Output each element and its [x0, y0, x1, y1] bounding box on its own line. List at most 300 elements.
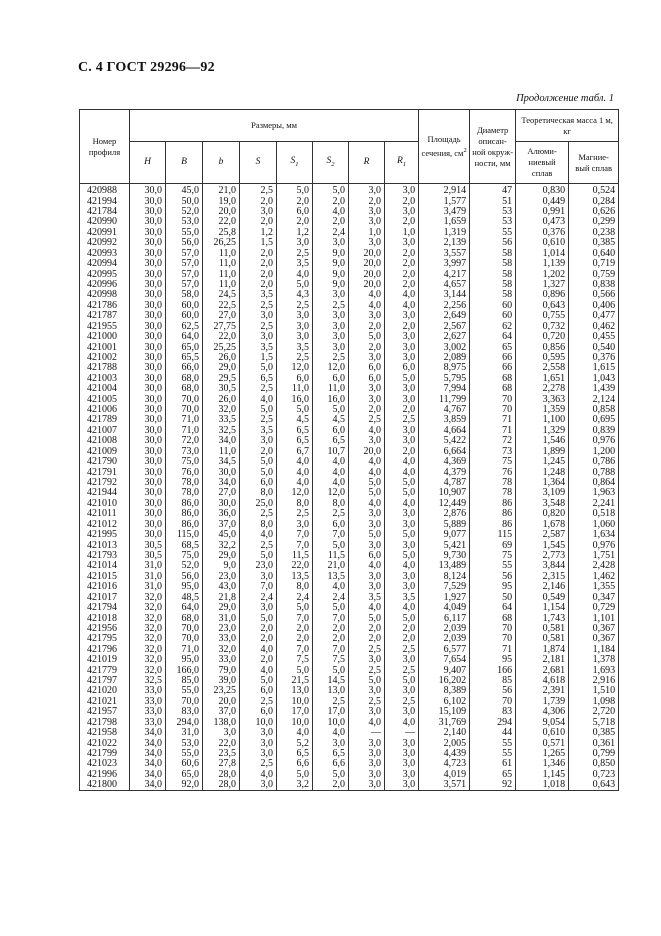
profile-number-cell: 421015 [80, 572, 130, 582]
table-cell: 72 [470, 436, 516, 446]
profile-number-cell: 421795 [80, 634, 130, 644]
table-cell: 28,0 [203, 770, 240, 780]
profile-number-cell: 421944 [80, 488, 130, 498]
table-cell: 3,5 [240, 342, 277, 352]
profile-number-cell: 421017 [80, 592, 130, 602]
profile-number-cell: 421789 [80, 415, 130, 425]
table-cell: 6,0 [385, 363, 419, 373]
table-cell: 1,678 [516, 520, 569, 530]
table-cell: 0,361 [569, 738, 619, 748]
table-cell: 13,5 [313, 572, 349, 582]
table-cell: 30,0 [130, 394, 166, 404]
table-cell: 21,5 [277, 676, 313, 686]
table-cell: 2,5 [313, 353, 349, 363]
table-cell: 68,0 [166, 613, 203, 623]
table-cell: 3,0 [277, 520, 313, 530]
table-cell: 0,284 [569, 196, 619, 206]
table-cell: 294 [470, 718, 516, 728]
table-cell: 4,306 [516, 707, 569, 717]
table-cell: 31,0 [130, 561, 166, 571]
header-magnesium: Магние- вый сплав [569, 142, 619, 184]
page-header: С. 4 ГОСТ 29296—92 [78, 60, 215, 75]
table-cell: 29,0 [203, 363, 240, 373]
table-cell: 5,0 [349, 530, 385, 540]
table-cell: 4,0 [277, 457, 313, 467]
table-cell: 4,0 [385, 290, 419, 300]
table-cell: 5,0 [313, 540, 349, 550]
table-cell: 0,640 [569, 249, 619, 259]
table-cell: 0,595 [516, 353, 569, 363]
header-R1-sub: 1 [402, 160, 407, 168]
table-cell: 2,124 [569, 394, 619, 404]
table-cell: 24,5 [203, 290, 240, 300]
table-cell: 3,0 [277, 321, 313, 331]
table-cell: 70,0 [166, 697, 203, 707]
table-cell: 5,0 [349, 332, 385, 342]
table-cell: 2,0 [240, 634, 277, 644]
table-cell: 1,615 [569, 363, 619, 373]
table-cell: 75,0 [166, 551, 203, 561]
table-cell: 3,0 [313, 342, 349, 352]
table-cell: 23,25 [203, 686, 240, 696]
table-cell: 2,140 [419, 728, 470, 738]
table-cell: 53,0 [166, 217, 203, 227]
table-cell: 68 [470, 374, 516, 384]
table-cell: 30,0 [130, 488, 166, 498]
table-cell: 2,0 [349, 342, 385, 352]
table-cell: 2,567 [419, 321, 470, 331]
table-cell: 55 [470, 749, 516, 759]
table-cell: 7,654 [419, 655, 470, 665]
table-cell: 3,0 [385, 311, 419, 321]
table-cell: 2,0 [240, 217, 277, 227]
table-cell: 70,0 [166, 405, 203, 415]
table-cell: 6,6 [313, 759, 349, 769]
table-cell: 68 [470, 613, 516, 623]
table-cell: 32,5 [203, 426, 240, 436]
table-cell: 32,0 [130, 634, 166, 644]
table-cell: 115,0 [166, 530, 203, 540]
table-cell: 71,0 [166, 415, 203, 425]
profile-number-cell: 421796 [80, 645, 130, 655]
table-cell: 2,5 [385, 415, 419, 425]
table-cell: 2,0 [240, 447, 277, 457]
table-cell: 8,0 [277, 582, 313, 592]
profile-number-cell: 421011 [80, 509, 130, 519]
table-cell: 3,0 [349, 540, 385, 550]
table-cell: 27,0 [203, 311, 240, 321]
table-cell: 34,0 [130, 749, 166, 759]
table-cell: 39,0 [203, 676, 240, 686]
table-cell: 9,0 [313, 259, 349, 269]
table-cell: 70 [470, 697, 516, 707]
table-cell: 1,439 [569, 384, 619, 394]
table-cell: 0,455 [569, 332, 619, 342]
table-cell: 0,376 [569, 353, 619, 363]
table-cell: 1,510 [569, 686, 619, 696]
table-cell: 2,587 [516, 530, 569, 540]
profile-number-cell: 421995 [80, 530, 130, 540]
table-cell: 1,184 [569, 645, 619, 655]
profile-number-cell: 421793 [80, 551, 130, 561]
table-cell: 1,346 [516, 759, 569, 769]
table-cell: 14,5 [313, 676, 349, 686]
table-cell: 20,0 [349, 447, 385, 457]
table-cell: 1,743 [516, 613, 569, 623]
table-cell: 3,0 [349, 582, 385, 592]
table-cell: 5,0 [277, 280, 313, 290]
table-cell: 30,0 [130, 405, 166, 415]
table-cell: 68 [470, 384, 516, 394]
table-cell: 13,5 [277, 572, 313, 582]
table-cell: 55 [470, 228, 516, 238]
table-cell: 9,077 [419, 530, 470, 540]
table-cell: 4,369 [419, 457, 470, 467]
table-cell: 30,0 [130, 321, 166, 331]
table-cell: 0,406 [569, 301, 619, 311]
header-R: R [349, 142, 385, 184]
table-cell: 2,315 [516, 572, 569, 582]
profile-number-cell: 421022 [80, 738, 130, 748]
table-cell: 2,181 [516, 655, 569, 665]
table-cell: 4,0 [277, 728, 313, 738]
table-cell: 44 [470, 728, 516, 738]
table-cell: 3,0 [240, 572, 277, 582]
table-row [80, 655, 619, 665]
table-row [80, 728, 619, 738]
table-cell: 26,0 [203, 394, 240, 404]
table-cell: 70,0 [166, 634, 203, 644]
table-cell: 20,0 [349, 269, 385, 279]
table-cell: 55,0 [166, 686, 203, 696]
table-cell: 34,0 [130, 728, 166, 738]
table-cell: 20,0 [203, 697, 240, 707]
table-cell: 5,889 [419, 520, 470, 530]
table-cell: 66 [470, 363, 516, 373]
table-cell: 5,0 [277, 665, 313, 675]
table-cell: 0,518 [569, 509, 619, 519]
table-cell: 65 [470, 342, 516, 352]
profile-number-cell: 421007 [80, 426, 130, 436]
table-cell: 0,299 [569, 217, 619, 227]
table-cell: 3,0 [240, 780, 277, 791]
table-row [80, 259, 619, 269]
table-cell: 30,0 [130, 478, 166, 488]
table-cell: 3,0 [240, 207, 277, 217]
profile-number-cell: 421014 [80, 561, 130, 571]
table-cell: 37,0 [203, 520, 240, 530]
table-cell: 72,0 [166, 436, 203, 446]
table-cell: 3,0 [277, 238, 313, 248]
table-cell: 5,0 [349, 478, 385, 488]
table-cell: 2,0 [240, 196, 277, 206]
header-B: B [166, 142, 203, 184]
table-cell: 5,0 [313, 405, 349, 415]
table-cell: 34,0 [203, 436, 240, 446]
table-cell: 5,0 [240, 551, 277, 561]
table-cell: 3,0 [385, 342, 419, 352]
table-cell: 4,0 [349, 457, 385, 467]
table-cell: 7,5 [277, 655, 313, 665]
table-cell: 62,5 [166, 321, 203, 331]
table-cell: 50,0 [166, 196, 203, 206]
table-cell: 3,5 [240, 426, 277, 436]
table-cell: 53 [470, 207, 516, 217]
table-cell: 5,0 [277, 603, 313, 613]
table-cell: 0,610 [516, 238, 569, 248]
table-cell: 60,0 [166, 311, 203, 321]
table-cell: 53,0 [166, 738, 203, 748]
table-cell: 30,0 [130, 259, 166, 269]
table-cell: 6,0 [240, 686, 277, 696]
table-cell: 2,5 [349, 665, 385, 675]
table-cell: 45,0 [166, 184, 203, 197]
table-cell: 2,391 [516, 686, 569, 696]
header-dimensions: Размеры, мм [130, 110, 419, 142]
table-cell: 0,367 [569, 624, 619, 634]
table-cell: 70 [470, 394, 516, 404]
table-cell: 28,0 [203, 780, 240, 791]
profile-table [79, 109, 619, 791]
table-cell: 12,449 [419, 499, 470, 509]
table-cell: 3,0 [385, 426, 419, 436]
table-cell: 60,0 [166, 301, 203, 311]
table-cell: 6,5 [277, 436, 313, 446]
table-cell: 3,0 [385, 332, 419, 342]
table-cell: 2,039 [419, 624, 470, 634]
table-cell: 5,0 [349, 613, 385, 623]
table-cell: 2,039 [419, 634, 470, 644]
table-cell: 2,005 [419, 738, 470, 748]
table-cell: 8,0 [313, 499, 349, 509]
table-cell: 3,0 [385, 707, 419, 717]
table-cell: 13,0 [313, 686, 349, 696]
table-cell: 3,2 [277, 780, 313, 791]
table-cell: 4,618 [516, 676, 569, 686]
table-cell: 8,389 [419, 686, 470, 696]
table-cell: 5,0 [385, 676, 419, 686]
table-cell: 78 [470, 478, 516, 488]
table-cell: 3,0 [313, 290, 349, 300]
profile-number-cell: 421792 [80, 478, 130, 488]
table-cell: 3,0 [240, 728, 277, 738]
profile-number-cell: 421003 [80, 374, 130, 384]
table-row [80, 457, 619, 467]
table-cell: 2,5 [313, 509, 349, 519]
table-cell: 2,773 [516, 551, 569, 561]
table-cell: 6,0 [313, 374, 349, 384]
table-cell: 1,462 [569, 572, 619, 582]
table-cell: 5,0 [240, 676, 277, 686]
profile-number-cell: 420990 [80, 217, 130, 227]
profile-number-cell: 421800 [80, 780, 130, 791]
table-cell: 4,0 [349, 290, 385, 300]
table-cell: 30,0 [130, 311, 166, 321]
profile-number-cell: 421994 [80, 196, 130, 206]
table-cell: 5,718 [569, 718, 619, 728]
table-cell: 32,0 [130, 613, 166, 623]
table-cell: 4,0 [240, 394, 277, 404]
table-cell: 86 [470, 509, 516, 519]
table-cell: 56,0 [166, 238, 203, 248]
table-cell: 5,0 [313, 665, 349, 675]
table-cell: 52,0 [166, 207, 203, 217]
table-cell: 2,0 [385, 624, 419, 634]
table-cell: 5,0 [240, 613, 277, 623]
table-cell: 2,558 [516, 363, 569, 373]
table-cell: 9,0 [313, 280, 349, 290]
table-cell: 34,0 [130, 770, 166, 780]
table-cell: 68,5 [166, 540, 203, 550]
table-cell: 32,5 [130, 676, 166, 686]
header-profile-number: Номер профиля [80, 110, 130, 184]
table-cell: 8,124 [419, 572, 470, 582]
profile-number-cell: 421794 [80, 603, 130, 613]
table-cell: 0,473 [516, 217, 569, 227]
table-cell: 23,0 [203, 572, 240, 582]
table-cell: 12,0 [277, 488, 313, 498]
table-cell: 3,0 [385, 780, 419, 791]
profile-number-cell: 421798 [80, 718, 130, 728]
table-cell: 3,0 [385, 655, 419, 665]
table-cell: 2,0 [277, 196, 313, 206]
table-cell: 0,723 [569, 770, 619, 780]
table-cell: 2,0 [313, 217, 349, 227]
header-aluminum: Алюми- ниевый сплав [516, 142, 569, 184]
table-cell: 30,0 [130, 342, 166, 352]
table-cell: 2,914 [419, 184, 470, 197]
table-cell: 2,5 [385, 665, 419, 675]
table-cell: 32,0 [130, 665, 166, 675]
table-cell: 30,0 [130, 530, 166, 540]
table-cell: 0,238 [569, 228, 619, 238]
table-cell: 75 [470, 457, 516, 467]
table-cell: 0,376 [516, 228, 569, 238]
table-cell: 1,378 [569, 655, 619, 665]
table-cell: 2,0 [313, 780, 349, 791]
table-cell: 20,0 [349, 280, 385, 290]
table-cell: 2,5 [349, 415, 385, 425]
table-cell: 1,545 [516, 540, 569, 550]
table-cell: 3,0 [313, 321, 349, 331]
table-cell: 9,0 [313, 249, 349, 259]
table-cell: 10,0 [277, 697, 313, 707]
table-cell: 27,75 [203, 321, 240, 331]
table-cell: 76 [470, 467, 516, 477]
table-cell: 3,0 [277, 311, 313, 321]
table-cell: 3,0 [349, 770, 385, 780]
table-cell: 16,0 [277, 394, 313, 404]
table-cell: 0,864 [569, 478, 619, 488]
table-cell: 4,0 [240, 665, 277, 675]
table-cell: 1,693 [569, 665, 619, 675]
table-cell: 12,0 [313, 488, 349, 498]
table-cell: 30,0 [130, 332, 166, 342]
table-cell: 10,7 [313, 447, 349, 457]
table-cell: 0,566 [569, 290, 619, 300]
table-cell: 34,0 [203, 478, 240, 488]
table-cell: 0,858 [569, 405, 619, 415]
table-cell: 21,8 [203, 592, 240, 602]
table-cell: 1,043 [569, 374, 619, 384]
table-cell: 95,0 [166, 655, 203, 665]
table-cell: 30,0 [130, 280, 166, 290]
profile-number-cell: 421016 [80, 582, 130, 592]
table-cell: 30,5 [130, 540, 166, 550]
table-cell: 29,0 [203, 551, 240, 561]
table-cell: 2,0 [277, 634, 313, 644]
profile-number-cell: 421000 [80, 332, 130, 342]
table-cell: 33,0 [203, 634, 240, 644]
table-cell: 85 [470, 676, 516, 686]
table-cell: 22,5 [203, 301, 240, 311]
table-cell: 138,0 [203, 718, 240, 728]
table-cell: 30,0 [130, 374, 166, 384]
table-cell: 4,019 [419, 770, 470, 780]
table-cell: 30,0 [130, 415, 166, 425]
table-cell: 1,546 [516, 436, 569, 446]
table-cell: 83,0 [166, 707, 203, 717]
table-cell: 4,0 [349, 467, 385, 477]
profile-number-cell: 421958 [80, 728, 130, 738]
table-cell: 71 [470, 426, 516, 436]
table-row [80, 238, 619, 248]
table-cell: 92,0 [166, 780, 203, 791]
table-cell: 65 [470, 770, 516, 780]
table-cell: 5,0 [385, 488, 419, 498]
table-cell: 3,0 [385, 572, 419, 582]
table-cell: 0,755 [516, 311, 569, 321]
table-cell: 4,3 [277, 290, 313, 300]
table-cell: 6,0 [349, 363, 385, 373]
table-cell: 1,329 [516, 426, 569, 436]
table-cell: 0,838 [569, 280, 619, 290]
table-cell: 2,5 [277, 509, 313, 519]
table-cell: 6,102 [419, 697, 470, 707]
table-cell: 65,0 [166, 770, 203, 780]
table-cell: 30,0 [130, 363, 166, 373]
table-cell: 21,0 [203, 184, 240, 197]
table-cell: 33,0 [203, 655, 240, 665]
header-S2-sub: 2 [331, 160, 335, 168]
table-row [80, 634, 619, 644]
table-cell: 0,449 [516, 196, 569, 206]
table-cell: 4,049 [419, 603, 470, 613]
table-cell: 58,0 [166, 290, 203, 300]
table-cell: 60 [470, 311, 516, 321]
table-cell: 45,0 [203, 530, 240, 540]
table-cell: 7,0 [277, 645, 313, 655]
table-cell: 70,0 [166, 624, 203, 634]
table-cell: 3,0 [313, 738, 349, 748]
table-cell: 37,0 [203, 707, 240, 717]
table-cell: 33,5 [203, 415, 240, 425]
table-cell: 3,0 [385, 738, 419, 748]
table-cell: 2,0 [240, 624, 277, 634]
table-cell: 60 [470, 301, 516, 311]
profile-number-cell: 421784 [80, 207, 130, 217]
table-cell: 4,0 [240, 770, 277, 780]
table-cell: 5,0 [385, 478, 419, 488]
header-S: S [240, 142, 277, 184]
profile-number-cell: 420992 [80, 238, 130, 248]
table-row [80, 311, 619, 321]
table-cell: 1,634 [569, 530, 619, 540]
table-cell: 10,0 [240, 718, 277, 728]
header-b: b [203, 142, 240, 184]
table-cell: 3,0 [240, 332, 277, 342]
header-S2 [313, 142, 349, 184]
